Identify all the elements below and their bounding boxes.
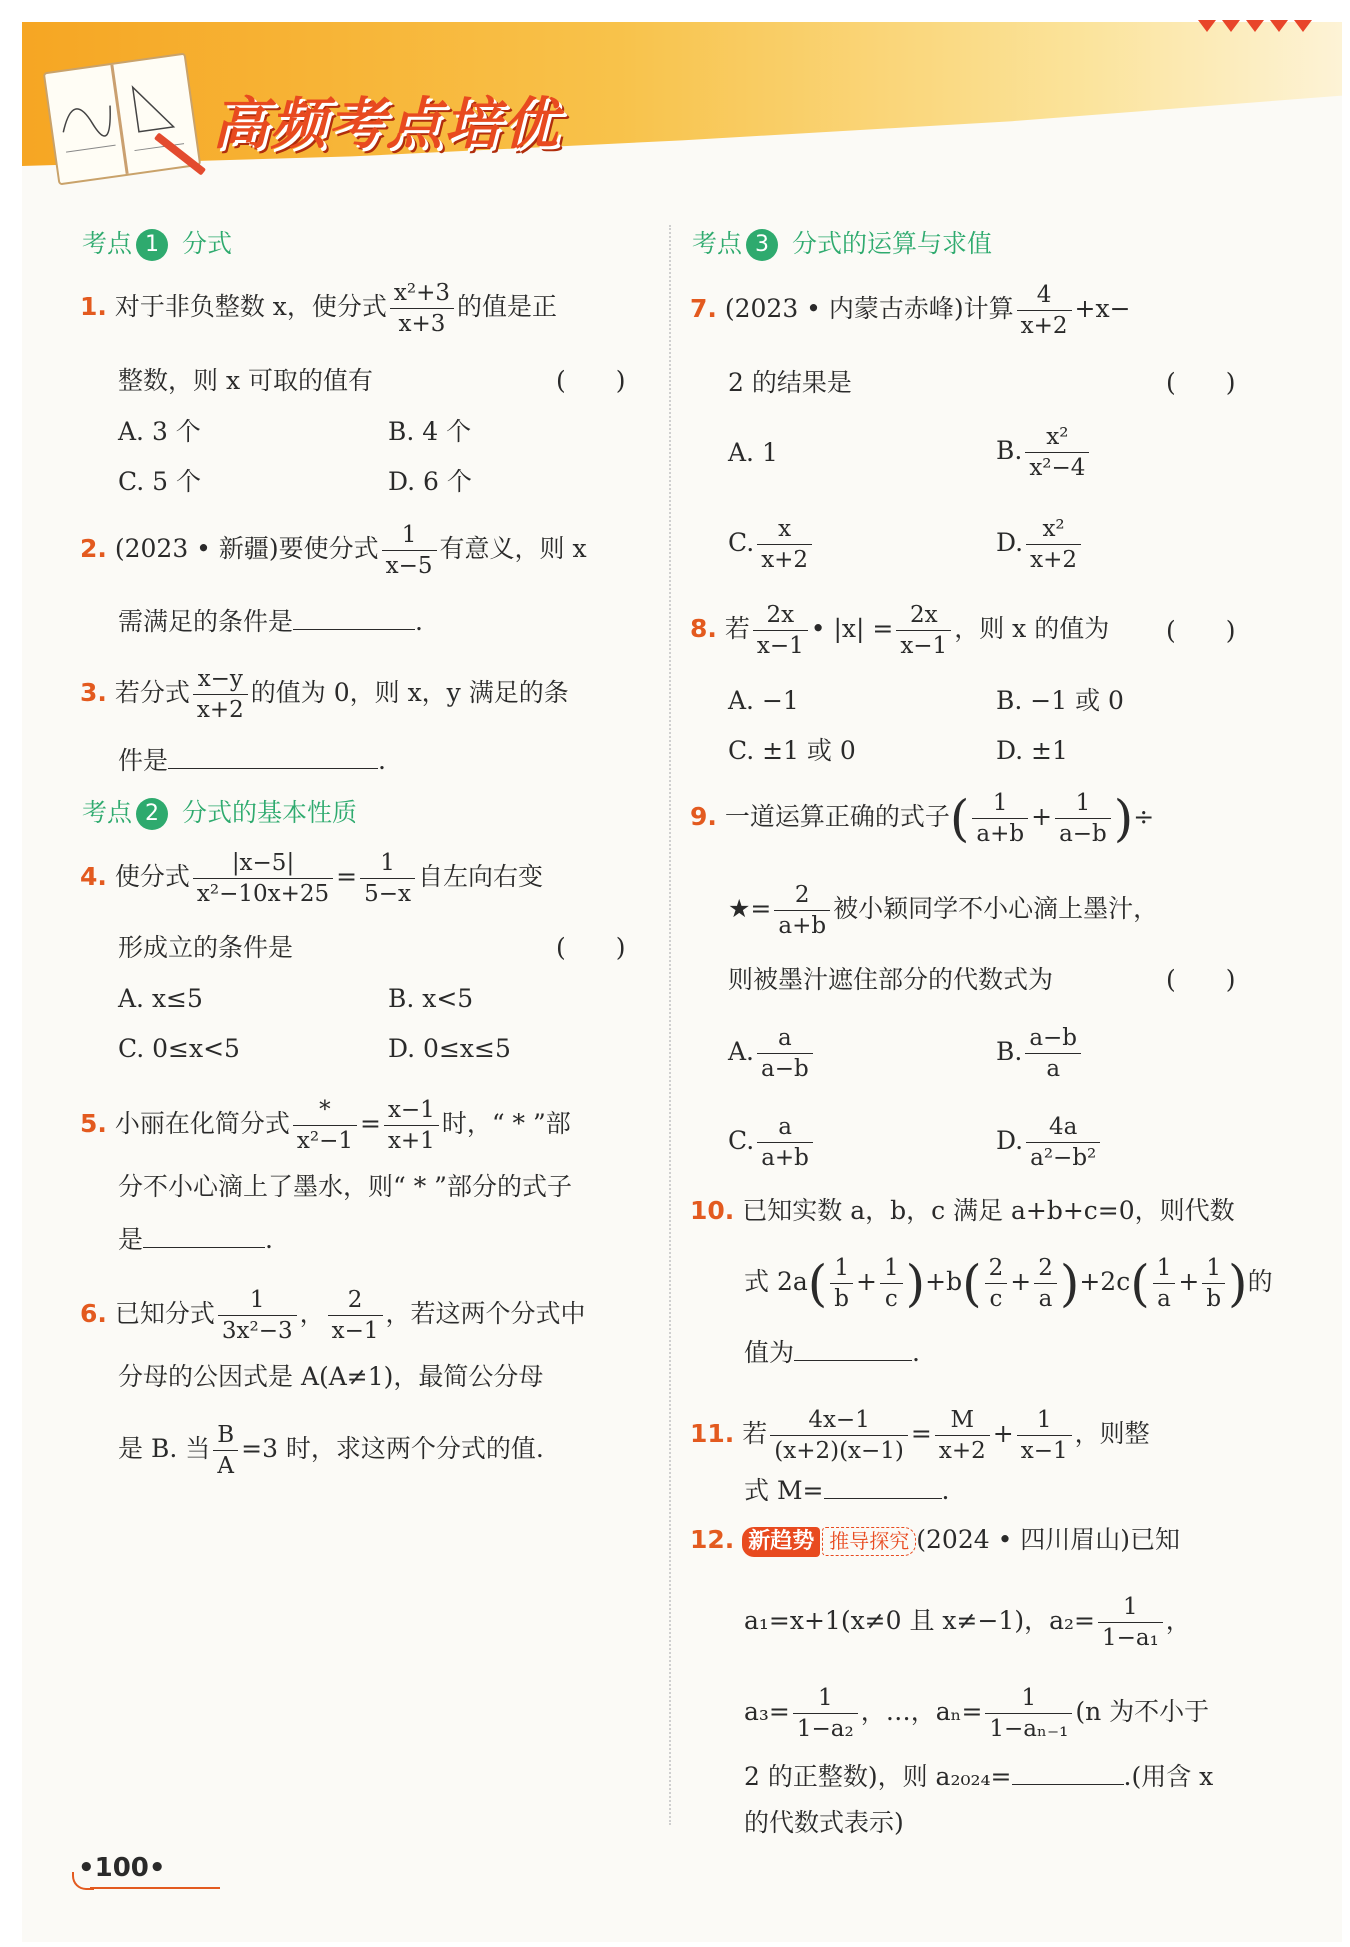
option-c: C. 5 个: [118, 467, 201, 496]
answer-parentheses: ( ): [1166, 368, 1236, 397]
question-12-line-5: 的代数式表示): [744, 1808, 904, 1837]
question-5-line-2: 分不小心滴上了墨水，则“ * ”部分的式子: [118, 1172, 572, 1201]
fraction: $\frac{4a}{\text{a²−b²}}$: [1026, 1112, 1100, 1173]
fraction: $\frac{1}{\text{3x²−3}}$: [218, 1285, 297, 1346]
question-6-line-2: 分母的公因式是 A(A≠1)，最简公分母: [118, 1362, 544, 1391]
answer-blank[interactable]: [143, 1223, 265, 1248]
fraction: $\frac{\text{x²}}{\text{x²−4}}$: [1025, 422, 1089, 483]
question-10-line-3: 值为 .: [744, 1338, 920, 1367]
fraction: $\frac{1}{a+b}$: [972, 788, 1028, 849]
question-9-line-1: 9. 一道运算正确的式子( $\frac{1}{a+b}$ + $\frac{1}{a-b}$ )÷: [690, 789, 1155, 848]
question-5-line-3: 是 .: [118, 1225, 273, 1254]
question-4-line-2: 形成立的条件是: [118, 933, 294, 962]
decor-triangle: [1198, 20, 1216, 32]
decor-triangle: [1246, 20, 1264, 32]
fraction: $\frac{x-1}{x+1}$: [384, 1095, 439, 1156]
fraction: $\frac{2}{c}$: [985, 1253, 1008, 1314]
fraction: $\frac{1}{c}$: [880, 1253, 903, 1314]
derivation-tag: 推导探究: [822, 1527, 916, 1556]
answer-blank[interactable]: [168, 744, 378, 769]
fraction: $\frac{1}{5-x}$: [360, 848, 415, 909]
option-d: D. $\frac{\text{x²}}{x+2}$: [996, 514, 1084, 575]
fraction: $\frac{4x-1}{(x+2)(x-1)}$: [770, 1405, 908, 1466]
new-trend-tag: 新趋势: [742, 1527, 820, 1557]
question-6-line-3: 是 B. 当 $\frac{B}{A}$ =3 时，求这两个分式的值.: [118, 1422, 544, 1479]
fraction: $\frac{4}{x+2}$: [1017, 280, 1072, 341]
question-12-line-4: 2 的正整数)，则 a₂₀₂₄= .(用含 x: [744, 1762, 1214, 1791]
section-header-2: 考点 2 分式的基本性质: [82, 793, 357, 830]
fraction: $\frac{1}{\text{1−a₂}}$: [793, 1683, 858, 1744]
question-12-line-1: 12. 新趋势 推导探究 (2024 • 四川眉山)已知: [690, 1525, 1180, 1557]
fraction: $\frac{a-b}{a}$: [1025, 1023, 1081, 1084]
section-header-3: 考点 3 分式的运算与求值: [692, 224, 992, 261]
option-a: A. $\frac{a}{a-b}$: [728, 1023, 816, 1084]
answer-parentheses: ( ): [556, 366, 626, 395]
question-4-line-1: 4. 使分式 $\frac{|x-5|}{\text{x²−10x+25}}$ = $\frac{1}{5-x}$ 自左向右变: [80, 850, 543, 907]
option-d: D. $\frac{4a}{\text{a²−b²}}$: [996, 1112, 1103, 1173]
option-b: B. $\frac{a-b}{a}$: [996, 1023, 1084, 1084]
fraction: $\frac{a}{a-b}$: [757, 1023, 813, 1084]
question-2-line-1: 2. (2023 • 新疆)要使分式 $\frac{1}{x-5}$ 有意义，则 x: [80, 522, 587, 579]
question-7-line-1: 7. (2023 • 内蒙古赤峰)计算 $\frac{4}{x+2}$ +x−: [690, 282, 1131, 339]
option-a: A. x≤5: [118, 984, 203, 1013]
option-b: B. x<5: [388, 984, 474, 1013]
fraction: $\frac{1}{x-1}$: [1017, 1405, 1072, 1466]
option-d: D. 0≤x≤5: [388, 1034, 511, 1063]
fraction: $\frac{2x}{x-1}$: [753, 600, 808, 661]
fraction: $\frac{|x-5|}{\text{x²−10x+25}}$: [193, 848, 333, 909]
decor-triangle: [1294, 20, 1312, 32]
column-divider: [669, 225, 671, 1825]
question-7-line-2: 2 的结果是: [728, 368, 852, 397]
option-c: C. ±1 或 0: [728, 736, 856, 765]
option-b: B. 4 个: [388, 417, 472, 446]
question-5-line-1: 5. 小丽在化简分式 $\frac{*}{\text{x²−1}}$ = $\frac{x-1}{x+1}$ 时，“ * ”部: [80, 1097, 571, 1154]
notebook-illustration: [43, 53, 201, 186]
fraction: $\frac{1}{x-5}$: [382, 520, 437, 581]
question-9-line-2: ★= $\frac{2}{a+b}$ 被小颖同学不小心滴上墨汁，: [728, 882, 1159, 939]
fraction: $\frac{\text{x²+3}}{x+3}$: [390, 278, 454, 339]
fraction: $\frac{1}{b}$: [1202, 1253, 1225, 1314]
fraction: $\frac{x}{x+2}$: [757, 514, 812, 575]
fraction: $\frac{x-y}{x+2}$: [193, 664, 248, 725]
answer-parentheses: ( ): [1166, 616, 1236, 645]
question-8-line-1: 8. 若 $\frac{2x}{x-1}$ • |x| = $\frac{2x}{x-1}$ ，则 x 的值为: [690, 602, 1110, 659]
page-title: 高频考点培优: [212, 92, 560, 157]
answer-blank[interactable]: [824, 1474, 942, 1499]
option-d: D. ±1: [996, 736, 1068, 765]
question-9-line-3: 则被墨汁遮住部分的代数式为: [728, 965, 1054, 994]
fraction: $\frac{a}{a+b}$: [757, 1112, 813, 1173]
fraction: $\frac{2}{a+b}$: [774, 880, 830, 941]
decor-triangle: [1222, 20, 1240, 32]
option-d: D. 6 个: [388, 467, 472, 496]
question-12-line-2: a₁=x+1(x≠0 且 x≠−1)，a₂= $\frac{1}{\text{1−a₁}}$ ，: [744, 1594, 1191, 1651]
option-a: A. −1: [728, 686, 799, 715]
fraction: $\frac{\text{x²}}{x+2}$: [1026, 514, 1081, 575]
fraction: $\frac{B}{A}$: [213, 1420, 238, 1481]
fraction: $\frac{2}{x-1}$: [328, 1285, 383, 1346]
decor-triangle: [1270, 20, 1288, 32]
star-icon: ★: [728, 894, 751, 923]
question-1-line-2: 整数，则 x 可取的值有: [118, 366, 373, 395]
question-11-line-2: 式 M= .: [744, 1476, 950, 1505]
option-c: C. $\frac{a}{a+b}$: [728, 1112, 816, 1173]
fraction: $\frac{1}{\text{1−a₁}}$: [1098, 1592, 1163, 1653]
question-11-line-1: 11. 若 $\frac{4x-1}{(x+2)(x-1)}$ = $\frac{M}{x+2}$ + $\frac{1}{x-1}$ ，则整: [690, 1407, 1150, 1464]
fraction: $\frac{*}{\text{x²−1}}$: [293, 1095, 357, 1156]
answer-blank[interactable]: [1012, 1760, 1124, 1785]
question-12-line-3: a₃= $\frac{1}{\text{1−a₂}}$ ，…，aₙ= $\frac{1}{\text{1−aₙ₋₁}}$ (n 为不小于: [744, 1685, 1210, 1742]
fraction: $\frac{2x}{x-1}$: [896, 600, 951, 661]
question-3-line-2: 件是 .: [118, 746, 386, 775]
page-number: •100•: [78, 1853, 166, 1883]
page-number-underline: [90, 1887, 220, 1889]
answer-parentheses: ( ): [1166, 965, 1236, 994]
fraction: $\frac{1}{\text{1−aₙ₋₁}}$: [985, 1683, 1072, 1744]
question-10-line-1: 10. 已知实数 a，b，c 满足 a+b+c=0，则代数: [690, 1196, 1235, 1225]
question-6-line-1: 6. 已知分式 $\frac{1}{\text{3x²−3}}$ ， $\frac{2}{x-1}$ ，若这两个分式中: [80, 1287, 586, 1344]
fraction: $\frac{M}{x+2}$: [935, 1405, 990, 1466]
question-1-line-1: 1. 对于非负整数 x，使分式 $\frac{\text{x²+3}}{x+3}$ 的值是正: [80, 280, 558, 337]
answer-parentheses: ( ): [556, 933, 626, 962]
question-2-line-2: 需满足的条件是 .: [118, 607, 423, 636]
fraction: $\frac{1}{b}$: [830, 1253, 853, 1314]
question-10-line-2: 式 2a( $\frac{1}{b}$ + $\frac{1}{c}$ )+b( $\frac{2}{c}$ + $\frac{2}{a}$ )+2c( $\frac{1}{a}$ + $\frac{1}{b}$ )的: [744, 1254, 1273, 1313]
option-b: B. −1 或 0: [996, 686, 1124, 715]
section-header-1: 考点 1 分式: [82, 224, 232, 261]
answer-blank[interactable]: [293, 605, 415, 630]
option-a: A. 3 个: [118, 417, 201, 446]
fraction: $\frac{2}{a}$: [1034, 1253, 1057, 1314]
fraction: $\frac{1}{a}$: [1153, 1253, 1176, 1314]
option-b: B. $\frac{\text{x²}}{\text{x²−4}}$: [996, 422, 1092, 483]
question-3-line-1: 3. 若分式 $\frac{x-y}{x+2}$ 的值为 0，则 x，y 满足的条: [80, 666, 569, 723]
option-c: C. $\frac{x}{x+2}$: [728, 514, 815, 575]
option-c: C. 0≤x<5: [118, 1034, 240, 1063]
answer-blank[interactable]: [794, 1336, 912, 1361]
option-a: A. 1: [728, 438, 778, 467]
fraction: $\frac{1}{a-b}$: [1055, 788, 1111, 849]
